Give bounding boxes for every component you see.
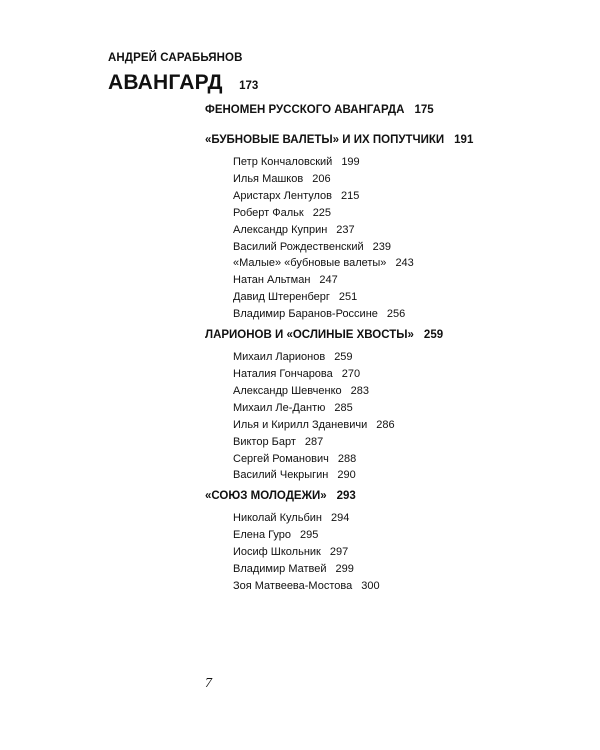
toc-entry	[205, 451, 585, 468]
section-spacer	[205, 118, 585, 128]
toc-entry	[205, 544, 585, 561]
toc-entry	[205, 366, 585, 383]
entry-page-number: 270	[341, 367, 361, 380]
toc-entry	[205, 255, 585, 272]
entry-name: Владимир Баранов-Россине	[233, 308, 378, 321]
toc-entry	[205, 417, 585, 434]
toc-entry	[205, 154, 585, 171]
entry-name: Владимир Матвей	[233, 563, 327, 576]
toc-section	[205, 488, 585, 504]
section-page-number: 175	[414, 104, 434, 116]
entry-page-number: 225	[312, 206, 332, 219]
entry-name: Василий Рождественский	[233, 240, 364, 253]
page-number: 7	[205, 676, 212, 691]
toc-entry	[205, 400, 585, 417]
entry-page-number: 251	[338, 291, 358, 304]
entry-name: «Малые» «бубновые валеты»	[233, 257, 387, 270]
toc-entry	[205, 239, 585, 256]
section-page-number: 191	[454, 134, 474, 146]
entry-name: Александр Шевченко	[233, 384, 342, 397]
entry-name: Сергей Романович	[233, 452, 329, 465]
entry-name: Аристарх Лентулов	[233, 189, 333, 202]
toc-entry	[205, 510, 585, 527]
entry-page-number: 215	[341, 189, 360, 202]
toc-entry	[205, 434, 585, 451]
entry-name: Елена Гуро	[233, 529, 291, 542]
toc-entry	[205, 349, 585, 366]
toc-entry	[205, 222, 585, 239]
toc-entry	[205, 561, 585, 578]
entry-page-number: 286	[376, 418, 395, 431]
entry-name: Наталия Гончарова	[233, 367, 333, 380]
section-title: «СОЮЗ МОЛОДЕЖИ»	[205, 490, 327, 503]
entry-name: Давид Штеренберг	[233, 291, 330, 304]
entry-page-number: 283	[350, 384, 369, 397]
entry-page-number: 299	[335, 563, 354, 576]
toc-entry	[205, 171, 585, 188]
entry-page-number: 295	[299, 529, 319, 542]
toc-section	[205, 102, 585, 118]
entry-page-number: 247	[319, 274, 338, 287]
entry-page-number: 294	[330, 512, 350, 525]
book-page-number: 173	[239, 80, 259, 92]
entry-page-number: 199	[341, 156, 360, 168]
section-page-number: 259	[423, 329, 444, 342]
entry-page-number: 288	[337, 452, 357, 465]
entry-name: Илья и Кирилл Зданевичи	[233, 418, 368, 431]
entry-page-number: 256	[386, 308, 406, 321]
author-name: АНДРЕЙ САРАБЬЯНОВ	[108, 52, 243, 64]
entry-name: Александр Куприн	[233, 223, 328, 236]
toc-entry	[205, 527, 585, 544]
entry-name: Михаил Ларионов	[233, 351, 326, 364]
section-title: ЛАРИОНОВ И «ОСЛИНЫЕ ХВОСТЫ»	[205, 329, 414, 342]
toc-section	[205, 132, 585, 148]
book-heading	[108, 71, 258, 95]
toc-entry	[205, 289, 585, 306]
entry-name: Петр Кончаловский	[233, 156, 333, 168]
section-title: «БУБНОВЫЕ ВАЛЕТЫ» И ИХ ПОПУТЧИКИ	[205, 134, 445, 146]
entry-page-number: 297	[329, 546, 349, 559]
section-page-number: 293	[336, 490, 356, 503]
entry-page-number: 243	[395, 257, 414, 270]
entry-name: Михаил Ле-Дантю	[233, 401, 326, 414]
toc-entry	[205, 188, 585, 205]
entry-page-number: 237	[336, 223, 355, 236]
entry-page-number: 239	[372, 240, 392, 253]
toc-section	[205, 327, 585, 343]
entry-page-number: 206	[312, 172, 331, 185]
entry-name: Роберт Фальк	[233, 206, 304, 219]
entry-name: Николай Кульбин	[233, 512, 322, 525]
entry-list	[205, 510, 585, 595]
toc-entry	[205, 272, 585, 289]
entry-name: Иосиф Школьник	[233, 546, 321, 559]
book-title: АВАНГАРД	[108, 71, 223, 94]
entry-list	[205, 154, 585, 323]
table-of-contents	[205, 102, 585, 599]
entry-page-number: 259	[334, 351, 353, 364]
toc-entry	[205, 383, 585, 400]
section-title: ФЕНОМЕН РУССКОГО АВАНГАРДА	[205, 104, 405, 116]
entry-page-number: 300	[361, 579, 380, 592]
entry-page-number: 287	[304, 435, 324, 448]
entry-name: Виктор Барт	[233, 435, 296, 448]
entry-list	[205, 349, 585, 484]
toc-entry	[205, 205, 585, 222]
entry-page-number: 285	[334, 401, 353, 414]
toc-entry	[205, 467, 585, 484]
entry-name: Натан Альтман	[233, 274, 311, 287]
entry-name: Зоя Матвеева-Мостова	[233, 579, 353, 592]
toc-entry	[205, 306, 585, 323]
toc-entry	[205, 578, 585, 595]
entry-name: Василий Чекрыгин	[233, 469, 329, 482]
entry-name: Илья Машков	[233, 172, 304, 185]
entry-page-number: 290	[337, 469, 356, 482]
